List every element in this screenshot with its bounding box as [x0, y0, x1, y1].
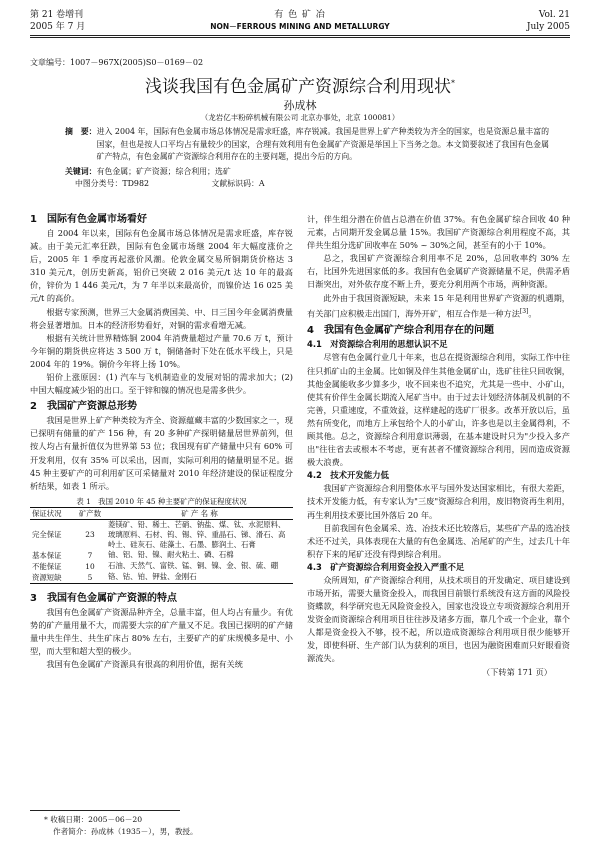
subsection-4-1-heading: 4.1 对资源综合利用的思想认识不足: [307, 339, 448, 350]
table-cell: 10: [85, 561, 95, 571]
table-cell: 菱镁矿、铅、稀土、芒硝、钠盐、煤、钛、水泥原料、玻璃原料、石材、钨、锡、锌、重晶石、锑、滑石、高岭土、硅灰石、硅藻土、石墨、膨润土、石膏: [108, 519, 286, 549]
table-row: [30, 572, 293, 584]
abstract-label: 摘 要：: [65, 127, 97, 136]
affiliation: （龙岩亿丰粉碎机械有限公司 北京办事处，北京 100081）: [200, 113, 400, 122]
table-cell: 5: [87, 572, 93, 582]
section-1-paragraph: 根据有关统计世界精炼铜 2004 年消费量超过产量 70.6 万 t，预计今年铜的期货供应将达 3 500 万 t，铜储备时下处在低水平线上，只是 2004 年的 19%。铜价今年将上扬 10%。: [30, 332, 293, 369]
table-cell: 铀、铝、铅、镍、耐火粘土、磷、石棉: [108, 550, 234, 560]
continuation-note: （下转第 171 页）: [482, 666, 552, 677]
table-row: [30, 550, 293, 561]
abstract-text: 进入 2004 年，国际有色金属市场总体情况是需求旺盛，库存锐减。我国是世界上矿产种类较为齐全的国家，也是资源总量丰富的国家，但也是按人口平均占有量较少的国家，合理有效利用有色金属矿产资源是举国上下当务之急。本文简要叙述了我国有色金属矿产特点，有色金属矿产资源综合利用存在的主要问题，提出今后的方向。: [96, 127, 549, 162]
footnote-star: *: [44, 815, 48, 824]
paragraph-end: 。: [528, 308, 537, 319]
section-1-paragraph: 铝价上涨原因：(1) 汽车与飞机制造业的发展对铝的需求加大；(2) 中国大幅度减少铝的出口。至于锌和镍的情况也是需多供少。: [30, 372, 293, 396]
clc-number: 中图分类号：TD982: [75, 179, 149, 189]
right-paragraph: [307, 292, 570, 321]
citation-ref: [3]: [519, 307, 529, 315]
author-intro: 作者简介：孙成林（1935－），男，教授。: [53, 827, 198, 836]
paper-title-text: 浅谈我国有色金属矿产资源综合利用现状: [145, 77, 451, 97]
table-header: 矿产数: [78, 508, 102, 518]
header-rule-thin: [30, 37, 570, 38]
issue-date-en: July 2005: [526, 22, 570, 32]
paper-title: [0, 72, 600, 97]
section-2-paragraph: 我国是世界上矿产种类较为齐全、资源蕴藏丰富的少数国家之一，现已探明有储量的矿产 156 种，有 20 多种矿产探明储量居世界前列，但按人均占有量折值仅为世界第 53 位；我国现有矿产储量中只有 60% 可开发利用，仅有 35% 可以采出，因而，实际可利用的储量明显不足。据 45 种主要矿产的可利用矿区可采储量对 2010 年经济建设的保证程度分析结果，如表 1 所示。: [30, 415, 293, 491]
document-code: 文献标识码：A: [211, 179, 265, 189]
section-1-paragraph: 根据专家预测，世界三大金属消费国美、中、日三国今年金属消费量将会显著增加。日本的经济形势看好，对铜的需求看增无减。: [30, 306, 293, 330]
header-rule: [30, 35, 570, 36]
abstract: [65, 126, 549, 191]
footnote-rule: [30, 810, 180, 811]
table-row: [30, 561, 293, 572]
title-footnote-mark: *: [451, 78, 455, 88]
right-column: [307, 213, 570, 679]
table-cell: 7: [87, 550, 93, 560]
section-1-heading: 1 国际有色金属市场看好: [30, 214, 147, 225]
table-header: 保证状况: [32, 508, 62, 518]
section-3-paragraph: 我国有色金属矿产资源品种齐全，总量丰富，但人均占有量少。有优势的矿产量用量不大，而需要大宗的矿产量又不足。我国已探明的矿产储量中共生伴生、共生矿床占 80% 左右，主要矿产的矿床规模多是中、小型，而大型和超大型的极少。: [30, 606, 293, 657]
reserve-guarantee-table: [30, 507, 293, 584]
table-cell: 资源短缺: [32, 572, 62, 582]
paragraph-text: 此外由于我国资源短缺，未来 15 年是利用世界矿产资源的机遇期，有关部门应积极走出国门，海外开矿，相互合作是一种方法: [307, 292, 570, 319]
volume-label: 第 21 卷增刊: [30, 10, 84, 20]
subsection-4-2-heading: 4.2 技术开发能力低: [307, 470, 389, 481]
table-cell: 铬、钴、铂、钾盐、金刚石: [108, 572, 197, 582]
table-header: 矿 产 名 称: [181, 508, 218, 518]
author-name: 孙成林: [283, 99, 317, 112]
right-paragraph: 总之，我国矿产资源综合利用率不足 20%，总回收率约 30% 左右，比国外先进国家低的多。我国有色金属矿产资源储量不足，供需矛盾日渐突出，对外依存度不断上升，要充分利用两个市场，两种资源。: [307, 253, 570, 290]
article-number: 文章编号：1007－967X(2005)S0－0169－02: [30, 58, 204, 67]
table-cell: 不能保证: [32, 561, 62, 571]
table-cell: 23: [85, 530, 95, 540]
table-caption: 表 1 我国 2010 年 45 种主要矿产的保证程度状况: [76, 496, 247, 506]
issue-date: 2005 年 7 月: [30, 22, 86, 32]
left-column: [30, 213, 293, 671]
journal-title-cn: 有 色 矿 冶: [274, 10, 326, 20]
received-date: 收稿日期：2005－06－20: [50, 815, 143, 824]
subsection-4-1-paragraph: 尽管有色金属行业几十年来，也总在提资源综合利用，实际工作中往往只抓矿山的主金属。比如铜及伴生其他金属矿山，选矿往往只回收铜，其他金属能收多少算多少，收不回来也不追究，尤其是一些中、小矿山，使其有价伴生金属长期流入尾矿当中。由于过去计划经济体制及机制的不完善，只重速度，不重效益，这样建起的选矿厂很多。改革开放以后，虽然有所变化，而地方上承包给个人的小矿山，许多也是以主金属得利，不顾其他。总之，资源综合利用意识薄弱，在基本建设时只为"少投入多产出"往往省去或根本不考虑，更有甚者不懂资源综合利用，因而造成资源极大浪费。: [307, 352, 570, 468]
right-paragraph: 计，伴生组分潜在价值占总潜在价值 37%。有色金属矿综合回收 40 种元素，占同期开发金属总量 15%。我国矿产资源综合利用程度不高，其伴共生组分选矿回收率在 50% ~ 30%之间，甚至有的小于 10%。: [307, 214, 570, 251]
table-cell: 基本保证: [32, 550, 62, 560]
section-2-heading: 2 我国矿产资源总形势: [30, 401, 137, 413]
keywords-text: 有色金属；矿产资源；综合利用；选矿: [96, 166, 231, 176]
subsection-4-3-heading: 4.3 矿产资源综合利用资金投入严重不足: [307, 561, 465, 572]
subsection-4-2-paragraph: 目前我国有色金属采、选、冶技术还比较落后，某些矿产品的选冶技术还不过关，具体表现在大量的有色金属选、冶尾矿的产生，过去几十年积存下来的尾矿还没有得到综合利用。: [307, 522, 570, 559]
table-cell: 石油、天然气、富铁、锰、铜、镍、金、银、硫、硼: [108, 561, 278, 571]
subsection-4-3-paragraph: 众所周知，矿产资源综合利用，从技术项目的开发确定、项目建设到市场开拓，需要大量资金投入，而我国目前银行系统没有这方面的风险投资蝶款，科学研究也无风险资金投入，国家也没设立专项资源综合利用开发资金而资源综合利用项目往往涉及诸多方面，靠几个或一个企业，靠个人都是资金投入不够，投不起，所以造成资源综合利用项目很少能够开发，即使科研、生产部门认为获利的项目，也因为融资困难而只好眼看资源流失。: [307, 574, 570, 664]
volume-label-en: Vol. 21: [538, 10, 570, 20]
section-4-heading: 4 我国有色金属矿产综合利用存在的问题: [307, 325, 494, 337]
journal-title-en: NON－FERROUS MINING AND METALLURGY: [210, 22, 390, 31]
subsection-4-2-paragraph: 我国矿产资源综合利用整体水平与国外发达国家相比，有很大差距，技术开发能力低，有专家认为"三废"资源综合利用，废旧物资再生利用，再生利用技术要比国外落后 20 年。: [307, 483, 570, 520]
table-row: [30, 519, 293, 550]
section-1-paragraph: 自 2004 年以来，国际有色金属市场总体情况是需求旺盛，库存锐减。由于美元汇率狂跌，国际有色金属市场继 2004 年大幅度涨价之后，2005 年 1 季度再起涨价风潮。伦敦金属交易所铜期货价格达 3 310 美元/t，创历史新高，铝价已突破 2 016 美元/t 达 10 年的最高价，锌价为 1 446 美元/t，为 7 年半以来最高价，而镍价达 16 025 美元/t 的高价。: [30, 228, 293, 304]
section-3-heading: 3 我国有色金属矿产资源的特点: [30, 592, 177, 604]
keywords-label: 关键词：: [65, 166, 97, 176]
footnotes: [44, 814, 198, 838]
table-cell: 完全保证: [32, 530, 62, 540]
section-3-paragraph: 我国有色金属矿产资源具有很高的利用价值，据有关统: [46, 659, 243, 670]
